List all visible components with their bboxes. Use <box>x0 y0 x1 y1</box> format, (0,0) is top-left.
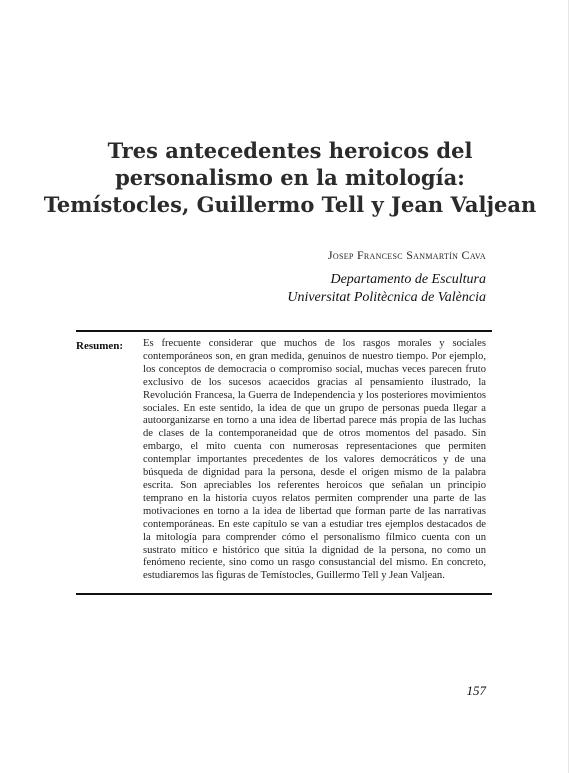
title-line-3: Temístocles, Guillermo Tell y Jean Valjean <box>43 192 537 217</box>
abstract-top-rule <box>76 330 492 332</box>
abstract-label: Resumen: <box>76 340 124 352</box>
title-line-1: Tres antecedentes heroicos del <box>107 138 473 163</box>
author-name: Josep Francesc Sanmartín Cava <box>327 248 486 262</box>
author-affiliation <box>287 271 486 307</box>
page-number: 157 <box>466 683 486 698</box>
abstract-bottom-rule <box>76 593 492 595</box>
abstract-text: Es frecuente considerar que muchos de los rasgos morales y sociales contemporáneos son, en gran medida, genuinos de nuestro tiempo. Por ejemplo, los conceptos de democracia o compromiso social, muchas veces parecen fruto exclusivo de los sucesos acaecidos gracias al pensamiento ilustrado, la Revolución Francesa, la Guerra de Independencia y los posteriores movimientos sociales. En este sentido, la idea de que un grupo de personas pueda llegar a autoorganizarse en torno a una idea de libertad parece más propia de las luchas de clases de la contemporaneidad que de otros momentos del pasado. Sin embargo, el mito cuenta con numerosas representaciones que permiten contemplar importantes precedentes de los valores democráticos y de una búsqueda de dignidad para la persona, desde el origen mismo de la palabra escrita. Son apreciables los referentes heroicos que señalan un principio temprano en la historia cuyos relatos permiten comprender una parte de las motivaciones en torno a la idea de libertad que forman parte de las narrativas contemporáneas. En este capítulo se van a estudiar tres ejemplos destacados de la mitología para comprender cómo el personalismo fílmico cuenta con un sustrato mítico e histórico que sitúa la dignidad de la persona, no como un fenómeno reciente, sino como un rasgo consustancial del mismo. En concreto, estudiaremos las figuras de Temístocles, Guillermo Tell y Jean Valjean. <box>143 338 486 582</box>
affiliation-department: Departamento de Escultura <box>330 272 486 287</box>
affiliation-university: Universitat Politècnica de València <box>287 290 486 305</box>
title-line-2: personalismo en la mitología: <box>115 165 465 190</box>
article-title <box>40 137 540 218</box>
